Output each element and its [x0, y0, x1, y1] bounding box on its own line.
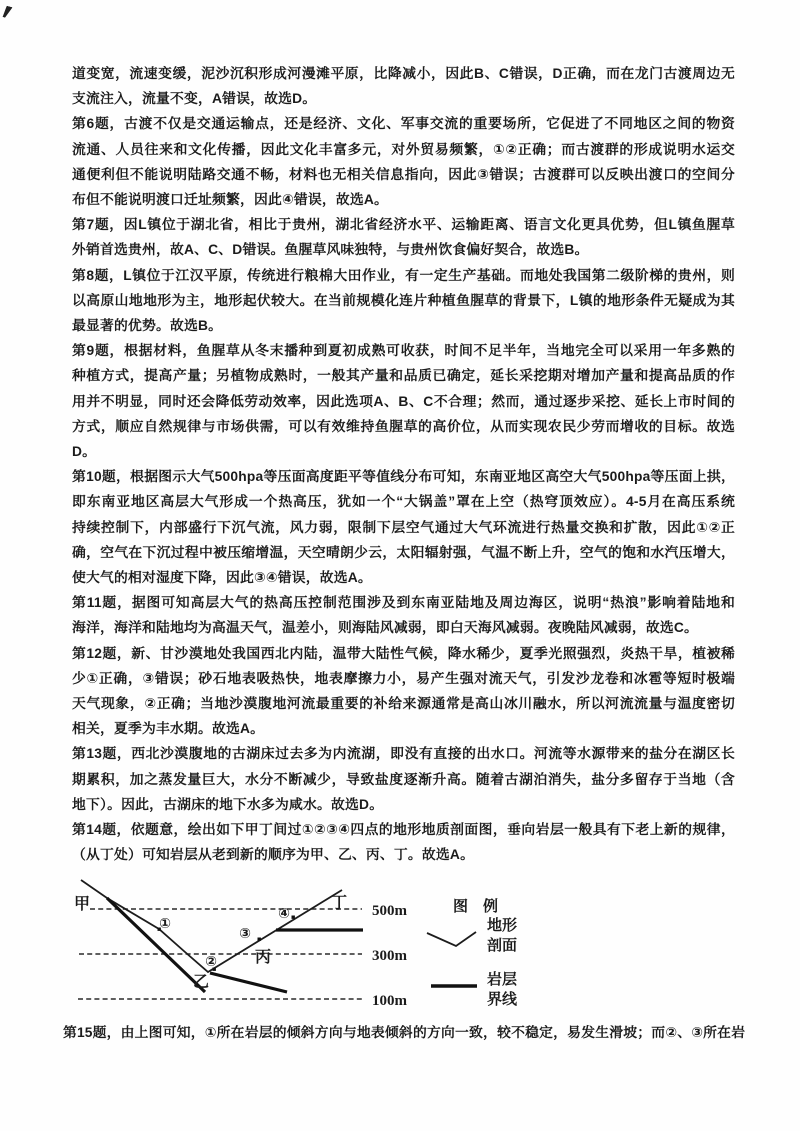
text-line: 第13题，西北沙漠腹地的古湖床过去多为内流湖，即没有直接的出水口。河流等水源带来的盐分在湖区长 — [72, 746, 735, 762]
text-line: 第8题，L镇位于江汉平原，传统进行粮棉大田作业，有一定生产基础。而地处我国第二级阶梯的贵州，则 — [72, 267, 735, 283]
text-line: 支流注入，流量不变，A错误，故选D。 — [72, 91, 317, 107]
text-line: （从丁处）可知岩层从老到新的顺序为甲、乙、丙、丁。故选A。 — [72, 847, 475, 863]
text-line: 第12题，新、甘沙漠地处我国西北内陆，温带大陆性气候，降水稀少，夏季光照强烈，炎热干旱，植被稀 — [72, 645, 735, 661]
rock-layer-boundary-left — [107, 898, 205, 992]
text-line: 少①正确，③错误；砂石地表吸热快，地表摩擦力小，易产生强对流天气，引发沙龙卷和冰雹等短时极端 — [72, 670, 735, 686]
scan-artifact-mark — [1, 6, 12, 18]
text-line: 天气现象，②正确；当地沙漠腹地河流最重要的补给来源通常是高山冰川融水，所以河流流量与温度密切 — [72, 696, 735, 712]
rock-layer-boundary-middle — [210, 973, 287, 992]
text-line: 用并不明显，同时还会降低劳动效率，因此选项A、B、C不合理；然而，通过逐步采挖、延长上市时间的 — [72, 393, 735, 409]
text-line: 使大气的相对湿度下降，因此③④错误，故选A。 — [72, 570, 372, 586]
text-line: 第11题，据图可知高层大气的热高压控制范围涉及到东南亚陆地及周边海区，说明“热浪”影响着陆地和 — [72, 595, 735, 611]
text-line: 最显著的优势。故选B。 — [72, 318, 223, 334]
text-line: 第15题，由上图可知，①所在岩层的倾斜方向与地表倾斜的方向一致，较不稳定，易发生滑坡；而②、③所在岩 — [63, 1025, 745, 1040]
text-line: 布但不能说明渡口迁址频繁，因此④错误，故选A。 — [72, 192, 388, 208]
text-line: 第14题，依题意，绘出如下甲丁间过①②③④四点的地形地质剖面图，垂向岩层一般具有下老上新的规律， — [72, 822, 735, 838]
text-line: 相关，夏季为丰水期。故选A。 — [72, 721, 265, 737]
text-line: 持续控制下，内部盛行下沉气流，风力弱，限制下层空气通过大气环流进行热量交换和扩散，因此①②正 — [72, 519, 735, 535]
text-line: 第9题，根据材料，鱼腥草从冬末播种到夏初成熟可收获，时间不足半年，当地完全可以采用一年多熟的 — [72, 343, 735, 359]
legend-rock-label-line2: 界线 — [487, 991, 518, 1008]
text-line: 通便利但不能说明陆路交通不畅，材料也无相关信息指向，因此③错误；古渡群可以反映出渡口的空间分 — [72, 166, 735, 182]
text-line: D。 — [72, 444, 97, 460]
text-line: 流通、人员往来和文化传播，因此文化丰富多元，对外贸易频繁，①②正确；而古渡群的形成说明水运交 — [72, 141, 735, 157]
circled-number-1: ① — [159, 915, 171, 931]
circled-number-4: ④ — [278, 905, 290, 921]
legend-terrain-label-line1: 地形 — [487, 917, 518, 934]
text-line: 方式，顺应自然规律与市场供需，可以有效维持鱼腥草的高价位，从而实现农民少劳而增收的目标。故选 — [72, 418, 735, 434]
answer-text-block-continued — [63, 1020, 745, 1045]
text-line: 地下）。因此，古湖床的地下水多为咸水。故选D。 — [72, 796, 384, 812]
legend-title: 图 例 — [453, 898, 499, 915]
legend-terrain-profile-symbol — [427, 932, 476, 946]
layer-label-bing: 丙 — [254, 949, 272, 966]
point-dot-4 — [292, 916, 295, 919]
text-line: 即东南亚地区高层大气形成一个热高压，犹如一个“大锅盖”罩在上空（热穹顶效应）。4-5月在高压系统 — [72, 494, 735, 510]
text-line: 外销首选贵州，故A、C、D错误。鱼腥草风味独特，与贵州饮食偏好契合，故选B。 — [72, 242, 589, 258]
text-line: 道变宽，流速变缓，泥沙沉积形成河漫滩平原，比降减小，因此B、C错误，D正确，而在龙门古渡周边无 — [72, 66, 735, 81]
text-line: 海洋，海洋和陆地均为高温天气，温差小，则海陆风减弱，即白天海风减弱。夜晚陆风减弱，故选C。 — [72, 620, 699, 636]
circled-number-2: ② — [205, 953, 217, 969]
text-line: 第6题，古渡不仅是交通运输点，还是经济、文化、军事交流的重要场所，它促进了不同地区之间的物资 — [72, 116, 735, 132]
text-line: 第7题，因L镇位于湖北省，相比于贵州，湖北省经济水平、运输距离、语言文化更具优势，但L镇鱼腥草 — [72, 217, 735, 233]
elevation-label-500m: 500m — [372, 903, 407, 919]
circled-number-3: ③ — [239, 925, 251, 941]
text-line: 确，空气在下沉过程中被压缩增温，天空晴朗少云，太阳辐射强，气温不断上升，空气的饱和水汽压增大， — [72, 544, 735, 560]
legend-rock-label-line1: 岩层 — [487, 971, 518, 988]
layer-label-ding: 丁 — [330, 895, 348, 912]
point-dot-3 — [258, 938, 261, 941]
layer-label-yi: 乙 — [192, 974, 210, 991]
text-line: 第10题，根据图示大气500hpa等压面高度距平等值线分布可知，东南亚地区高空大气500hpa等压面上拱， — [72, 469, 735, 485]
text-line: 种植方式，提高产量；另植物成熟时，一般其产量和品质已确定，延长采挖期对增加产量和提高品质的作 — [72, 368, 735, 384]
text-line: 期累积，加之蒸发量巨大，水分不断减少，导致盐度逐渐升高。随着古湖泊消失，盐分多留存于当地（含 — [72, 771, 735, 787]
elevation-label-100m: 100m — [372, 993, 407, 1009]
cross-section-svg — [60, 872, 560, 1012]
text-line: 以高原山地地形为主，地形起伏较大。在当前规模化连片种植鱼腥草的背景下，L镇的地形条件无疑成为其 — [72, 292, 735, 308]
layer-label-jia: 甲 — [73, 896, 91, 913]
elevation-label-300m: 300m — [372, 948, 407, 964]
legend-terrain-label-line2: 剖面 — [487, 937, 518, 954]
geologic-cross-section-figure — [60, 872, 560, 1012]
answer-text-block — [72, 61, 735, 868]
